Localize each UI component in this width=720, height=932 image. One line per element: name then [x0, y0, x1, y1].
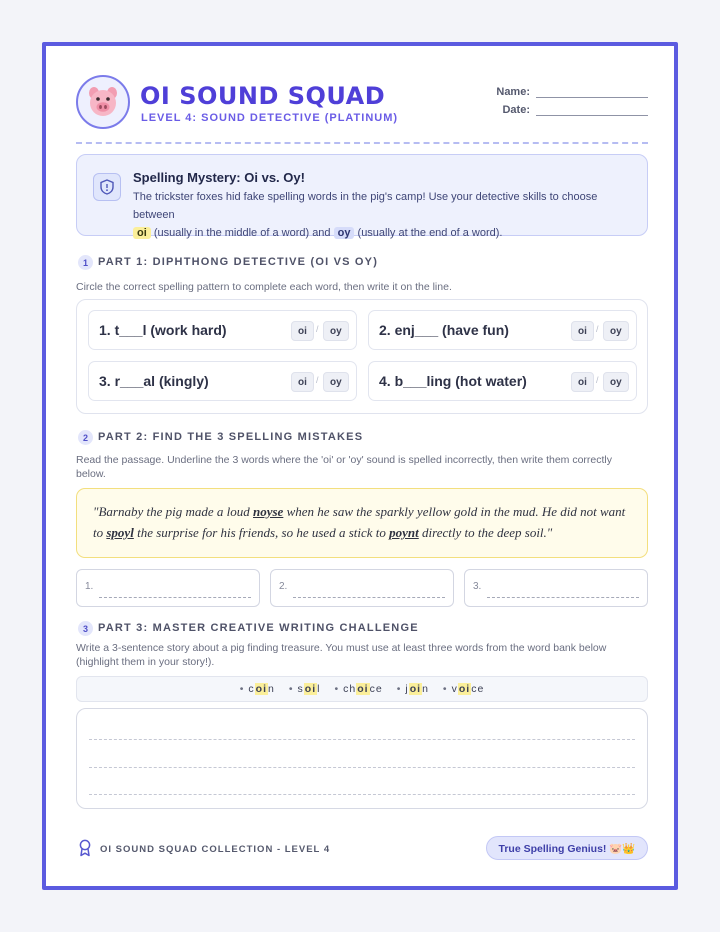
word-bank-item: • voice: [442, 683, 485, 695]
mystery-callout: [76, 154, 648, 239]
part3-instructions: Write a 3-sentence story about a pig finding treasure. You must use at least three words from the word bank below (highlight them in your story!).: [76, 642, 607, 668]
word-card-4: 4. b___ling (hot water) oi / oy: [368, 361, 637, 401]
option-oi[interactable]: oi: [571, 372, 594, 392]
word-bank: [76, 676, 648, 702]
part1-number: 1: [78, 255, 93, 270]
option-oy[interactable]: oy: [323, 372, 349, 392]
story-writing-area[interactable]: [76, 708, 648, 809]
page-title: OI SOUND SQUAD: [140, 82, 386, 110]
part2-instructions: Read the passage. Underline the 3 words where the 'oi' or 'oy' sound is spelled incorrectly, then write them correctly below.: [76, 454, 613, 480]
oy-tag: oy: [334, 227, 355, 239]
word-prompt: 2. enj___ (have fun): [379, 322, 509, 338]
mystery-title: Spelling Mystery: Oi vs. Oy!: [133, 170, 305, 185]
part1-word-grid: [76, 299, 648, 414]
footer-collection-label: OI SOUND SQUAD COLLECTION - LEVEL 4: [100, 844, 331, 855]
answer-box-3[interactable]: 3.: [464, 569, 648, 607]
date-label: Date:: [502, 104, 530, 116]
part1-instructions: Circle the correct spelling pattern to complete each word, then write it on the line.: [76, 281, 452, 293]
word-prompt: 3. r___al (kingly): [99, 373, 209, 389]
option-oy[interactable]: oy: [603, 372, 629, 392]
option-oy[interactable]: oy: [323, 321, 349, 341]
word-bank-item: • coin: [239, 683, 275, 695]
mistake-word-3[interactable]: poynt: [389, 525, 419, 540]
option-oi[interactable]: oi: [571, 321, 594, 341]
part3-title: PART 3: MASTER CREATIVE WRITING CHALLENGE: [98, 622, 419, 634]
pig-face-icon: [76, 75, 130, 129]
word-prompt: 1. t___l (work hard): [99, 322, 227, 338]
mistake-word-2[interactable]: spoyl: [106, 525, 134, 540]
mistake-word-1[interactable]: noyse: [253, 504, 284, 519]
name-field[interactable]: [536, 97, 648, 98]
mystery-text: The trickster foxes hid fake spelling words in the pig's camp! Use your detective skills to choose between oi (usually in the middle of a word) and oy (usually at the end of a word).: [133, 191, 598, 239]
part2-number: 2: [78, 430, 93, 445]
word-card-2: 2. enj___ (have fun) oi / oy: [368, 310, 637, 350]
worksheet-page: [42, 42, 678, 890]
option-oi[interactable]: oi: [291, 372, 314, 392]
part3-number: 3: [78, 621, 93, 636]
ribbon-award-icon: [78, 839, 92, 862]
story-passage: "Barnaby the pig made a loud noyse when he saw the sparkly yellow gold in the mud. He did not want to spoyl the surprise for his friends, so he used a stick to poynt directly to the deep soil.": [76, 488, 648, 558]
genius-badge: True Spelling Genius! 🐷👑: [486, 836, 648, 860]
word-bank-item: • choice: [334, 683, 383, 695]
shield-icon: [93, 173, 121, 201]
date-field[interactable]: [536, 115, 648, 116]
option-oi[interactable]: oi: [291, 321, 314, 341]
header-divider: [76, 142, 648, 144]
name-label: Name:: [496, 86, 530, 98]
word-card-3: 3. r___al (kingly) oi / oy: [88, 361, 357, 401]
part1-title: PART 1: DIPHTHONG DETECTIVE (OI VS OY): [98, 256, 379, 268]
word-bank-item: • soil: [288, 683, 321, 695]
word-prompt: 4. b___ling (hot water): [379, 373, 527, 389]
answer-box-1[interactable]: 1.: [76, 569, 260, 607]
option-oy[interactable]: oy: [603, 321, 629, 341]
page-subtitle: LEVEL 4: SOUND DETECTIVE (PLATINUM): [141, 112, 399, 124]
oi-tag: oi: [133, 227, 151, 239]
answer-box-2[interactable]: 2.: [270, 569, 454, 607]
word-bank-item: • join: [396, 683, 429, 695]
part2-title: PART 2: FIND THE 3 SPELLING MISTAKES: [98, 431, 364, 443]
word-card-1: 1. t___l (work hard) oi / oy: [88, 310, 357, 350]
